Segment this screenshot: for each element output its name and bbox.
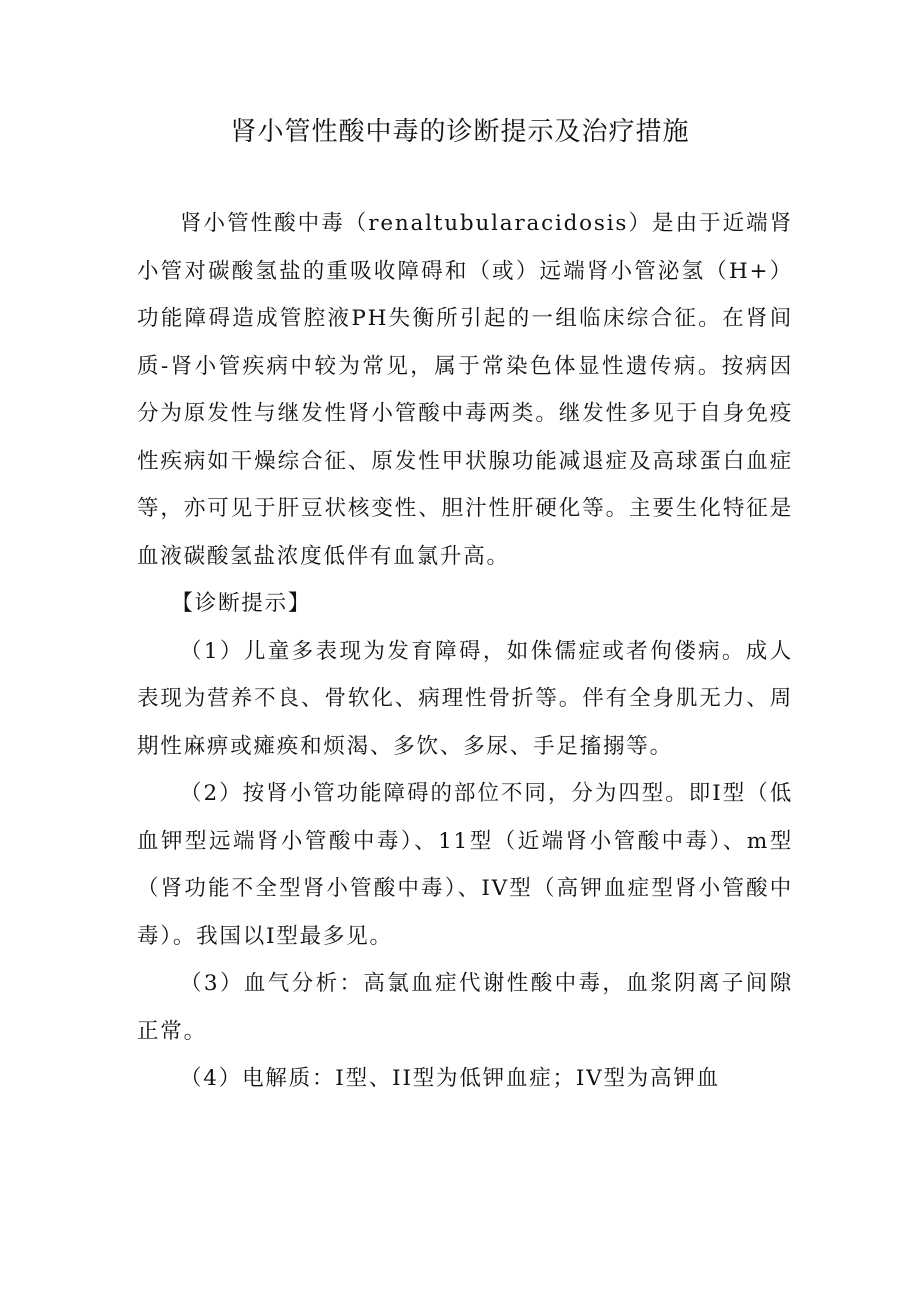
diagnosis-item-4: （4）电解质：I型、II型为低钾血症；IV型为高钾血: [180, 1066, 720, 1091]
intro-paragraph: 肾小管性酸中毒（renaltubularacidosis）是由于近端肾小管对碳酸氢盐的重吸收障碍和（或）远端肾小管泌氢（H+）功能障碍造成管腔液PH失衡所引起的一组临床综合征。在肾间质-肾小管疾病中较为常见，属于常染色体显性遗传病。按病因分为原发性与继发性肾小管酸中毒两类。继发性多见于自身免疫性疾病如干燥综合征、原发性甲状腺功能减退症及高球蛋白血症等，亦可见于肝豆状核变性、胆汁性肝硬化等。主要生化特征是血液碳酸氢盐浓度低伴有血氯升高。: [137, 211, 793, 569]
diagnosis-item-3: （3）血气分析：高氯血症代谢性酸中毒，血浆阴离子间隙正常。: [137, 971, 793, 1044]
diagnosis-item-2: （2）按肾小管功能障碍的部位不同，分为四型。即I型（低血钾型远端肾小管酸中毒）、11型（近端肾小管酸中毒）、m型（肾功能不全型肾小管酸中毒）、IV型（高钾血症型肾小管酸中毒）。我国以I型最多见。: [137, 781, 793, 949]
diagnosis-item-1: （1）儿童多表现为发育障碍，如侏儒症或者佝偻病。成人表现为营养不良、骨软化、病理性骨折等。伴有全身肌无力、周期性麻痹或瘫痪和烦渴、多饮、多尿、手足搐搦等。: [137, 638, 793, 759]
document-body: [137, 200, 793, 1103]
document-title: 肾小管性酸中毒的诊断提示及治疗措施: [230, 117, 690, 147]
section-heading-diagnosis: 【诊断提示】: [171, 591, 312, 616]
